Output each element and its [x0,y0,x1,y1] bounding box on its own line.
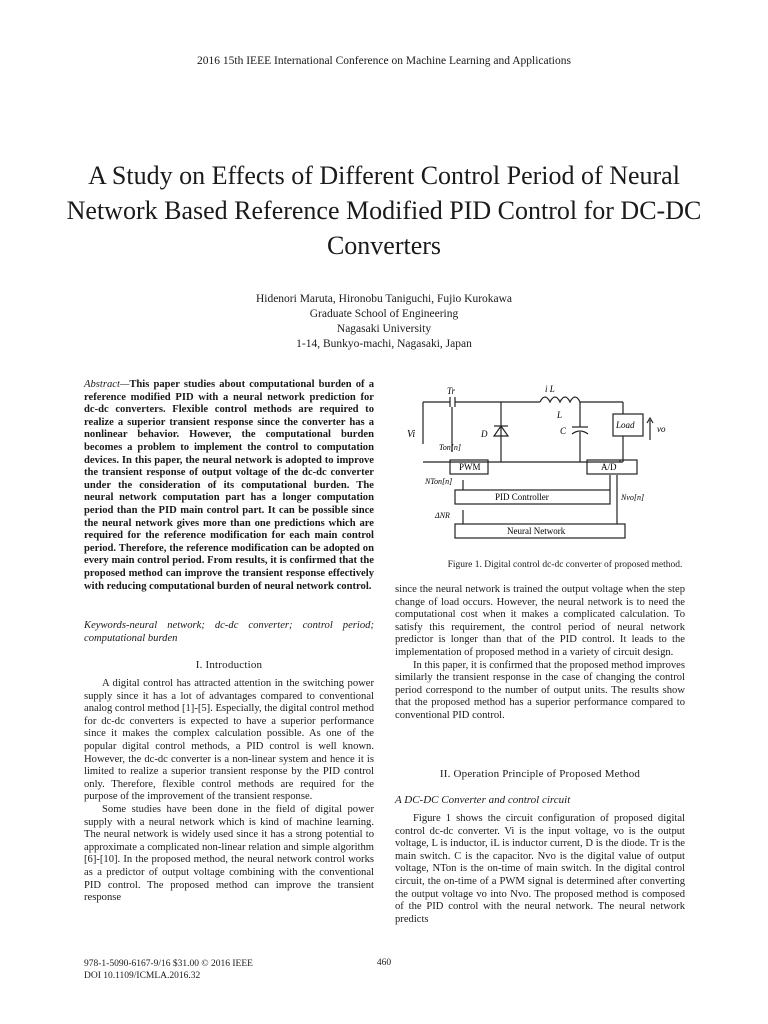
label-vi: Vi [407,429,416,440]
label-tr: Tr [447,386,456,396]
section-2-paragraph-1: Figure 1 shows the circuit configuration of proposed digital control dc-dc converter. Vi is the input voltage, vo is the output voltage, L is inductor, iL is inductor current, D is the diode. Tr is the main switch. C is the capacitor. Nvo is the digital value of output voltage, NTon is the on-time of main switch. In the digital control circuit, the on-time of a PWM signal is determined after converting the output voltage vo into Nvo. The proposed method is composed of the PID control with the neural network. The neural network predicts [395,813,685,925]
label-pwm: PWM [459,462,481,472]
subsection-heading: A DC-DC Converter and control circuit [395,794,571,806]
label-ad: A/D [601,462,617,472]
figure-caption: Figure 1. Digital control dc-dc converter of proposed method. [447,560,683,570]
abstract [84,379,374,593]
label-il: i L [545,384,555,394]
section-1-right-column [395,584,685,723]
intro-paragraph-3: since the neural network is trained the output voltage when the step change of load occurs. However, the neural network is to need the computational cost when it makes a complicated calculation. To satisfy this requirement, the control period of neural network predictor is longer than that of the PID control. It leads to the implementation of proposed method in a variety of circuit design. [395,584,685,658]
label-load: Load [616,420,635,430]
author-block [0,292,768,352]
intro-paragraph-1: A digital control has attracted attention in the switching power supply since it has a lot of advantages compared to conventional analog control method [1]-[5]. Especially, the digital control method for dc-dc converters is expected to have a superior performance since it makes the complex calculation possible. As one of the popular digital control methods, a PID control is well known. However, the dc-dc converter is a non-linear system and hence it is limited to realize a superior transient response by the PID control only. Therefore, flexible control methods are required for the purpose of the improvement of the transient response. [84,678,374,803]
label-ton: Ton[n] [439,443,461,452]
paper-title: A Study on Effects of Different Control Period of Neural Network Based Reference Modified PID Control for DC-DC Converters [66,161,702,260]
label-nton: NTon[n] [425,477,453,486]
abstract-text: This paper studies about computational burden of a reference modified PID with a neural network prediction for dc-dc converters. Flexible control methods are required to realize a superior transient response since the converter has a nonlinear behavior. However, the computational burden becomes a problem to implement the control to computation devices. In this paper, the neural network is adopted to improve the transient response of output voltage of the dc-dc converter under the consideration of its computational burden. The neural network computation part has a longer computation period than the PID main control part. It can be possible since the neural network gives more than one predictions which are required for the reference modification for each main control period. Therefore, the reference modification can be adopted on every main control period. From results, it is confirmed that the proposed method can improve the transient response effectively with reducing computational burden of neural network control. [84,379,374,592]
circuit-diagram [395,382,695,552]
section-2-column [395,813,685,926]
abstract-lead: Abstract— [84,379,130,390]
section-1-left-column [84,678,374,905]
footer-isbn: 978-1-5090-6167-9/16 $31.00 © 2016 IEEE [84,959,253,969]
label-vo: vo [657,424,666,434]
section-2-heading: II. Operation Principle of Proposed Method [439,768,641,780]
intro-paragraph-2: Some studies have been done in the field of digital power supply with a neural network which is kind of machine learning. The neural network is widely used since it has a strong potential to approximate a complicated non-linear relation and simple algorithm [6]-[10]. In the proposed method, the neural network control works as a predictor of output voltage combining with the conventional PID control. The proposed method can improve the transient response [84,803,374,904]
conference-header: 2016 15th IEEE International Conference on Machine Learning and Applications [197,55,571,67]
label-nn: Neural Network [507,526,566,536]
university: Nagasaki University [336,323,432,335]
address: 1-14, Bunkyo-machi, Nagasaki, Japan [296,338,472,350]
label-c: C [560,426,567,436]
footer-citation [84,958,253,982]
keywords: Keywords-neural network; dc-dc converter; control period; computational burden [84,620,374,644]
label-pid: PID Controller [495,492,549,502]
footer-doi: DOI 10.1109/ICMLA.2016.32 [84,971,201,981]
authors: Hidenori Maruta, Hironobu Taniguchi, Fujio Kurokawa [255,293,513,305]
label-nvo: Nvo[n] [621,493,645,502]
intro-paragraph-4: In this paper, it is confirmed that the proposed method improves similarly the transient response in the case of changing the control period correspond to the number of output units. The results show that the proposed method has a superior performance compared to conventional PID control. [395,659,685,721]
section-1-heading: I. Introduction [195,659,263,671]
label-dnr: ΔNR [435,511,450,520]
label-l: L [557,410,563,420]
affiliation: Graduate School of Engineering [309,308,459,320]
page-number: 460 [376,958,392,968]
label-d: D [481,429,488,439]
